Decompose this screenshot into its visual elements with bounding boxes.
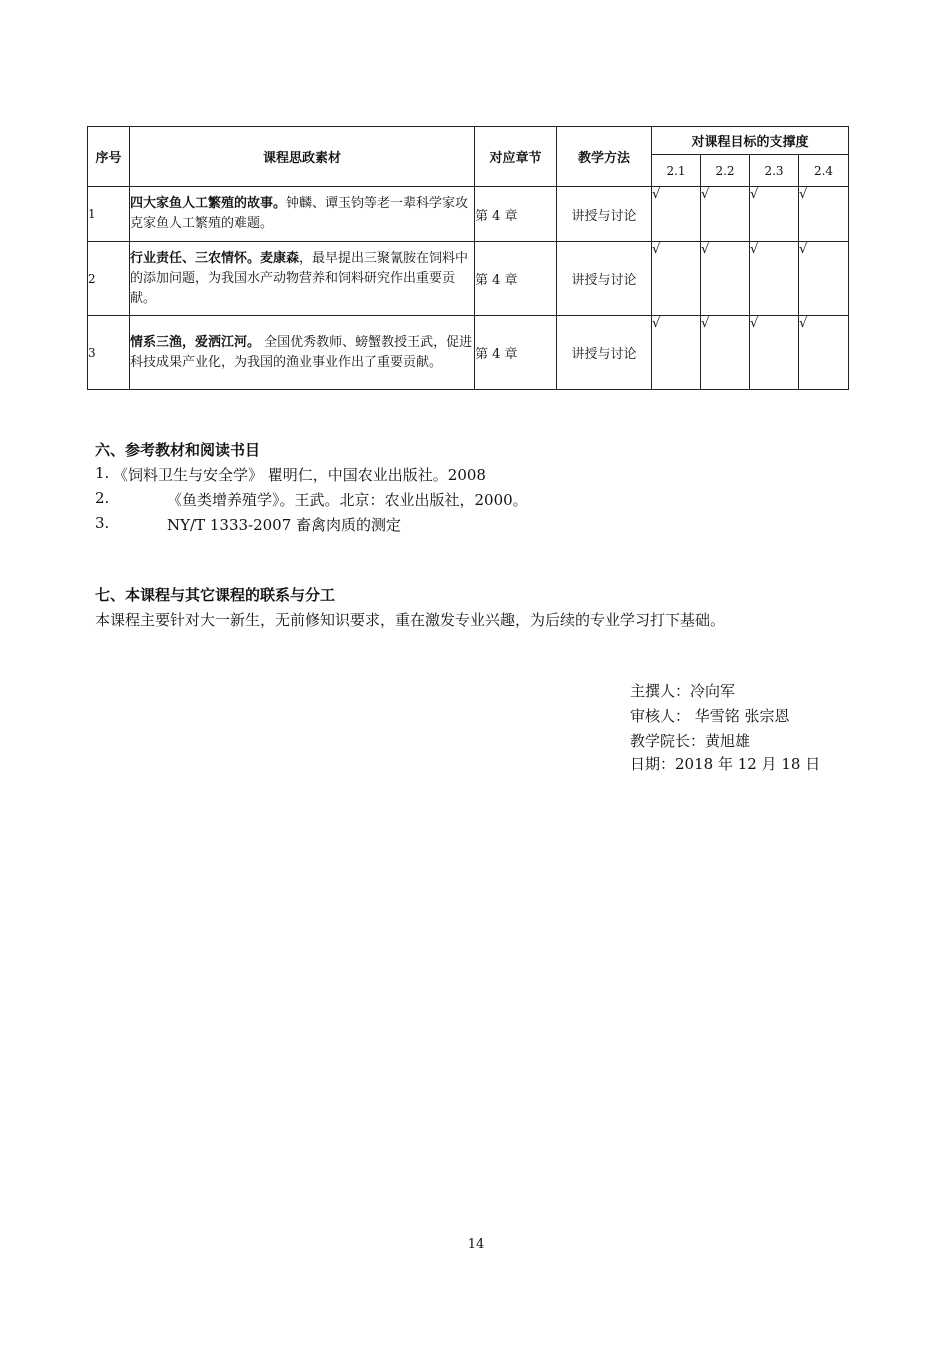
row-seq: 3 bbox=[88, 316, 130, 390]
check-mark: √ bbox=[750, 242, 799, 316]
row-chapter: 第 4 章 bbox=[475, 316, 557, 390]
signature-dean: 教学院长：黄旭雄 bbox=[630, 732, 751, 750]
header-goal: 2.1 bbox=[652, 155, 701, 187]
check-mark: √ bbox=[701, 242, 750, 316]
page-number: 14 bbox=[467, 1237, 485, 1252]
table-row bbox=[88, 187, 849, 242]
material-title: 情系三渔，爱洒江河。 bbox=[130, 334, 261, 350]
material-text: 全国优秀教师、螃蟹教授王武，促进科技成果产业化，为我国的渔业事业作出了重要贡献。 bbox=[130, 334, 473, 370]
material-text: 钟麟、谭玉钧等老一辈科学家攻克家鱼人工繁殖的难题。 bbox=[130, 196, 469, 231]
reference-1-text: 《饲料卫生与安全学》 瞿明仁，中国农业出版社。2008 bbox=[113, 466, 486, 484]
table-row bbox=[88, 242, 849, 316]
material-title: 四大家鱼人工繁殖的故事。 bbox=[130, 196, 287, 211]
reference-3-text: NY/T 1333-2007 畜禽肉质的测定 bbox=[167, 516, 402, 534]
row-chapter: 第 4 章 bbox=[475, 187, 557, 242]
reference-1-number: 1. bbox=[95, 464, 110, 482]
row-method: 讲授与讨论 bbox=[557, 316, 652, 390]
signature-reviewer: 审核人： 华雪铭 张宗恩 bbox=[630, 707, 790, 725]
material-text: ，最早提出三聚氰胺在饲料中的添加问题，为我国水产动物营养和饲料研究作出重要贡献。 bbox=[130, 250, 469, 306]
check-mark: √ bbox=[799, 187, 849, 242]
row-method: 讲授与讨论 bbox=[557, 242, 652, 316]
check-mark: √ bbox=[701, 316, 750, 390]
check-mark: √ bbox=[652, 242, 701, 316]
reference-2-text: 《鱼类增养殖学》。王武。北京：农业出版社，2000。 bbox=[167, 491, 528, 509]
signature-author: 主撰人：冷向军 bbox=[630, 682, 736, 700]
row-seq: 2 bbox=[88, 242, 130, 316]
header-goal: 2.2 bbox=[701, 155, 750, 187]
section-6-title: 六、参考教材和阅读书目 bbox=[95, 441, 261, 459]
material-title: 行业责任、三农情怀。麦康森 bbox=[130, 250, 300, 266]
row-chapter: 第 4 章 bbox=[475, 242, 557, 316]
signature-date: 日期：2018 年 12 月 18 日 bbox=[630, 755, 821, 773]
header-material: 课程思政素材 bbox=[130, 127, 475, 187]
check-mark: √ bbox=[799, 242, 849, 316]
section-7-title: 七、本课程与其它课程的联系与分工 bbox=[95, 586, 336, 604]
reference-2-number: 2. bbox=[95, 489, 110, 507]
header-method: 教学方法 bbox=[557, 127, 652, 187]
row-seq: 1 bbox=[88, 187, 130, 242]
check-mark: √ bbox=[652, 187, 701, 242]
check-mark: √ bbox=[750, 187, 799, 242]
header-chapter: 对应章节 bbox=[475, 127, 557, 187]
reference-3-number: 3. bbox=[95, 514, 110, 532]
row-method: 讲授与讨论 bbox=[557, 187, 652, 242]
row-material bbox=[130, 187, 475, 242]
header-goal: 2.3 bbox=[750, 155, 799, 187]
ideological-materials-table bbox=[87, 126, 849, 390]
header-goal: 2.4 bbox=[799, 155, 849, 187]
table-row bbox=[88, 316, 849, 390]
row-material bbox=[130, 242, 475, 316]
section-7-text: 本课程主要针对大一新生，无前修知识要求，重在激发专业兴趣，为后续的专业学习打下基础。 bbox=[95, 611, 726, 629]
header-support: 对课程目标的支撑度 bbox=[652, 127, 849, 155]
check-mark: √ bbox=[652, 316, 701, 390]
check-mark: √ bbox=[701, 187, 750, 242]
check-mark: √ bbox=[750, 316, 799, 390]
check-mark: √ bbox=[799, 316, 849, 390]
row-material bbox=[130, 316, 475, 390]
header-seq: 序号 bbox=[88, 127, 130, 187]
